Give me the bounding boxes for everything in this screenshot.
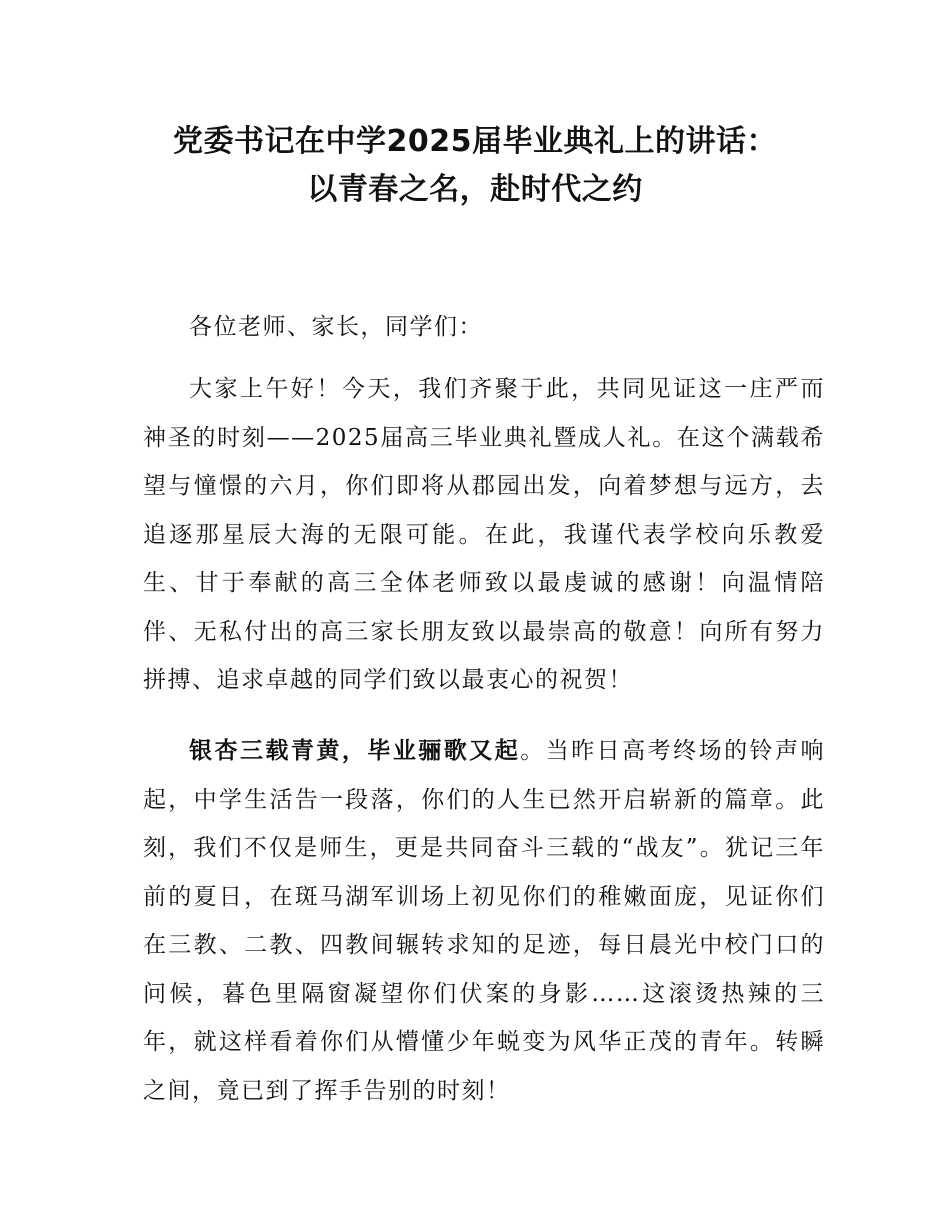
- paragraph-1: [143, 365, 825, 705]
- title-line-2: 以青春之名，赴时代之约: [307, 172, 643, 207]
- paragraph-2: [143, 727, 825, 1115]
- paragraph-1-text: 大家上午好！今天，我们齐聚于此，共同见证这一庄严而神圣的时刻——2025届高三毕业典礼暨成人礼。在这个满载希望与憧憬的六月，你们即将从郡园出发，向着梦想与远方，去追逐那星辰大海的无限可能。在此，我谨代表学校向乐教爱生、甘于奉献的高三全体老师致以最虔诚的感谢！向温情陪伴、无私付出的高三家长朋友致以最崇高的敬意！向所有努力拼搏、追求卓越的同学们致以最衷心的祝贺！: [143, 376, 825, 693]
- paragraph-2-lead: 银杏三载青黄，毕业骊歌又起: [189, 738, 521, 764]
- title-line-1: 党委书记在中学2025届毕业典礼上的讲话：: [173, 124, 777, 159]
- salutation: 各位老师、家长，同学们：: [189, 314, 483, 340]
- paragraph-2-text: 。当昨日高考终场的铃声响起，中学生活告一段落，你们的人生已然开启崭新的篇章。此刻，我们不仅是师生，更是共同奋斗三载的“战友”。犹记三年前的夏日，在斑马湖军训场上初见你们的稚嫩面庞，见证你们在三教、二教、四教间辗转求知的足迹，每日晨光中校门口的问候，暮色里隔窗凝望你们伏案的身影……这滚烫热辣的三年，就这样看着你们从懵懂少年蜕变为风华正茂的青年。转瞬之间，竟已到了挥手告别的时刻！: [143, 738, 826, 1104]
